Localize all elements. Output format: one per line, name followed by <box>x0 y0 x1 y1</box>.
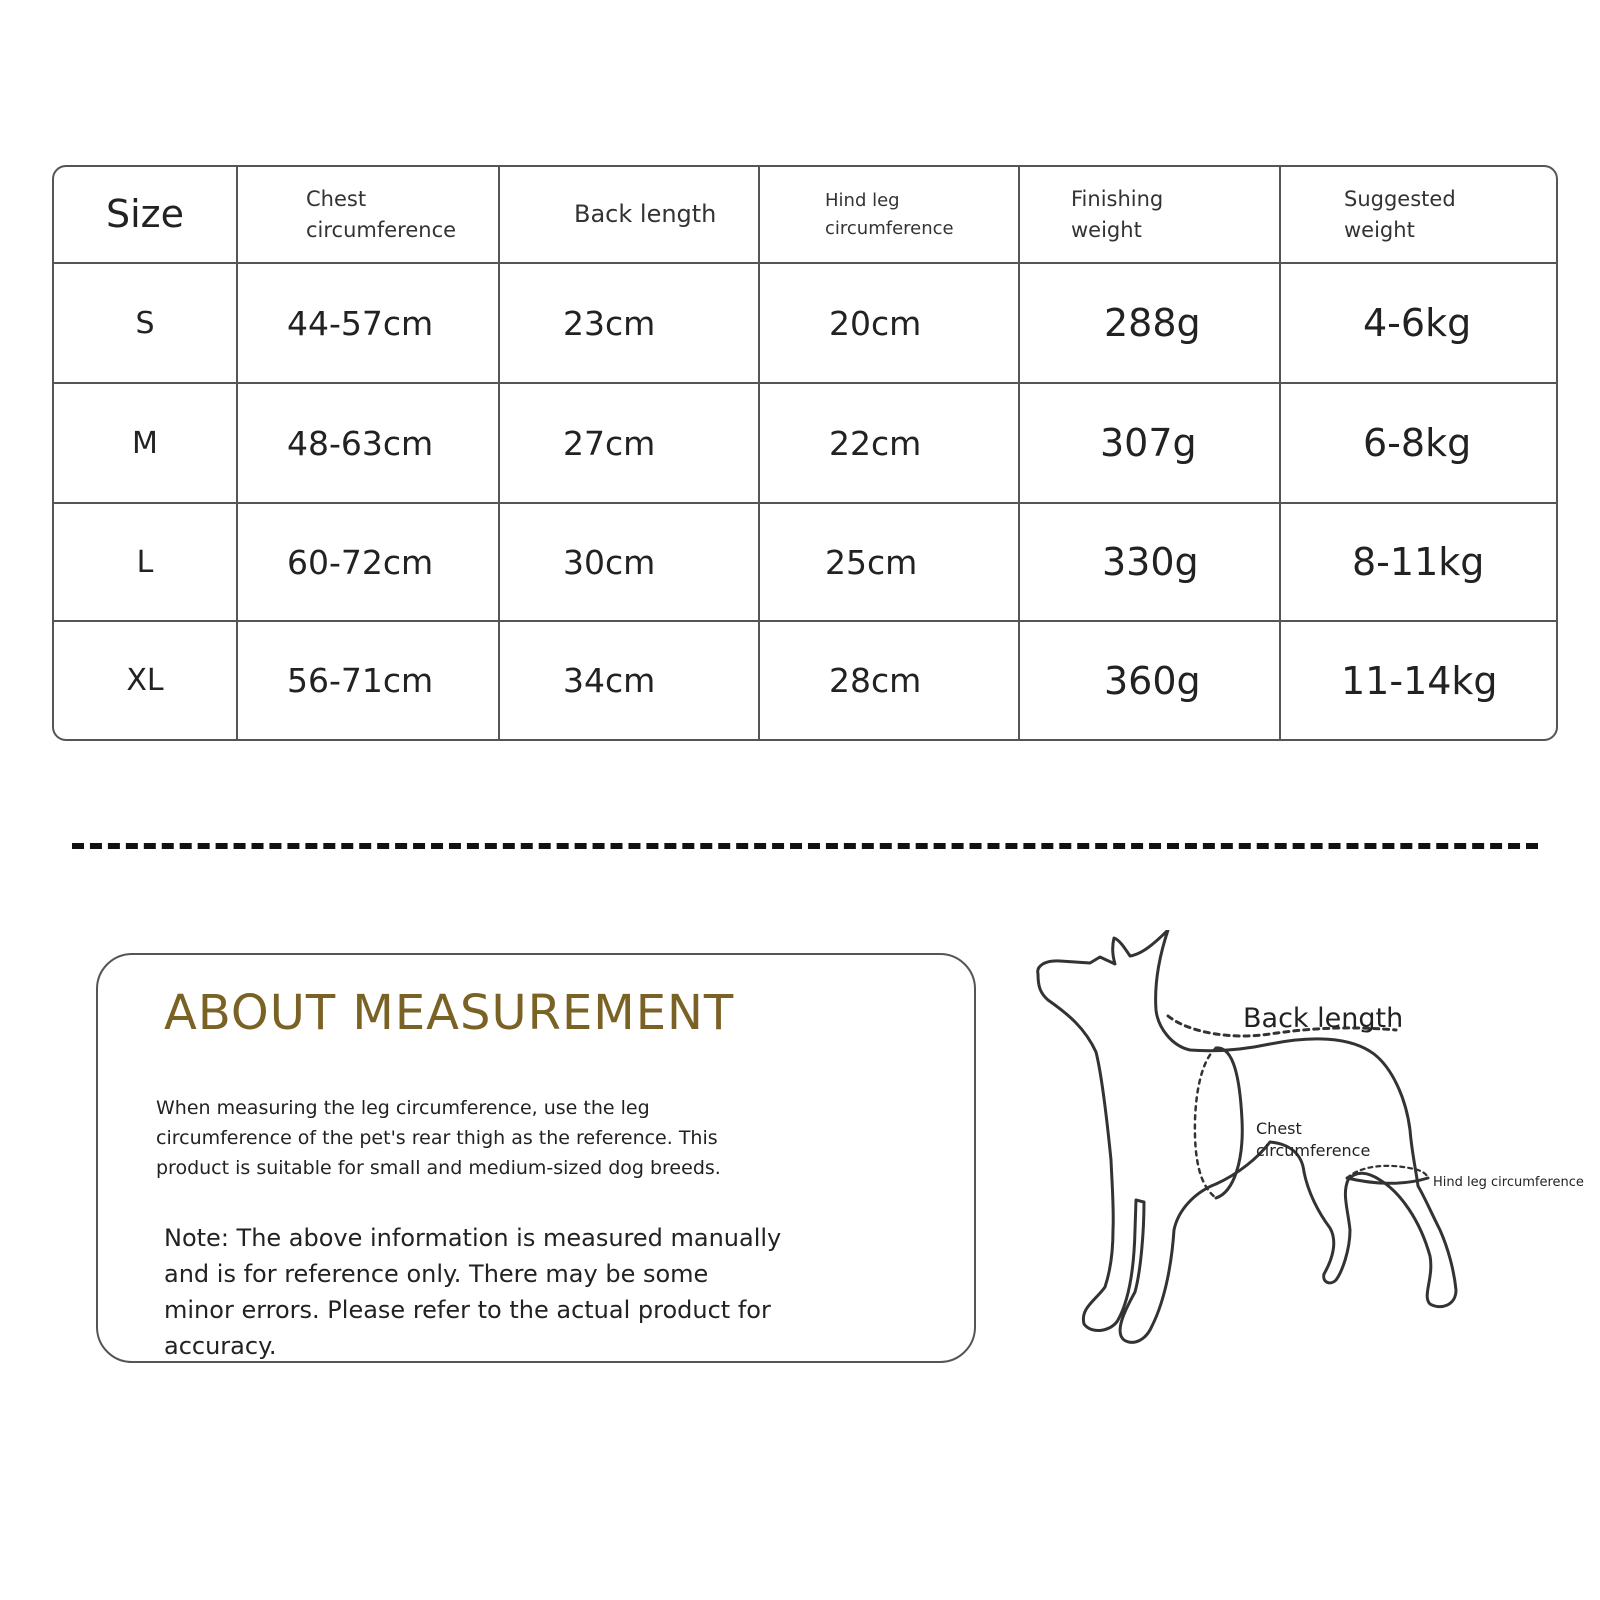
about-measurement-title: ABOUT MEASUREMENT <box>164 985 735 1041</box>
hind-leg-cell: 25cm <box>760 504 1020 622</box>
about-measurement-box <box>96 953 976 1363</box>
header-back-length: Back length <box>500 167 760 264</box>
measurement-instructions: When measuring the leg circumference, use the leg circumference of the pet's rear thigh as the reference. This product is suitable for small and medium-sized dog breeds. <box>156 1097 721 1179</box>
suggested-weight-cell: 4-6kg <box>1281 264 1556 384</box>
suggested-weight-cell: 11-14kg <box>1341 658 1498 703</box>
size-chart-table <box>52 165 1558 741</box>
chest-cell: 60-72cm <box>238 504 500 622</box>
suggested-weight-cell: 6-8kg <box>1281 384 1556 504</box>
row-size-cell: L <box>54 504 238 622</box>
finishing-weight-cell: 360g <box>1020 622 1281 739</box>
chest-strap-dashed <box>1195 1048 1216 1198</box>
header-hind-leg-circumference: Hind leg circumference <box>760 167 1020 264</box>
hind-leg-cell: 28cm <box>760 622 1020 739</box>
measurement-note: Note: The above information is measured manually and is for reference only. There may be some minor errors. Please refer to the actual product for accuracy. <box>164 1224 782 1360</box>
row-size-cell: M <box>54 384 238 504</box>
back-length-cell: 23cm <box>500 264 760 384</box>
chest-cell: 48-63cm <box>238 384 500 504</box>
header-suggested-weight: Suggested weight <box>1281 167 1556 264</box>
dashed-divider <box>72 843 1538 849</box>
suggested-weight-cell: 8-11kg <box>1281 504 1556 622</box>
finishing-weight-cell: 288g <box>1020 264 1281 384</box>
back-length-label: Back length <box>1243 1003 1404 1034</box>
chest-cell: 56-71cm <box>238 622 500 739</box>
header-finishing-weight: Finishing weight <box>1020 167 1281 264</box>
chest-circumference-label: Chest circumference <box>1256 1119 1371 1160</box>
header-chest-circumference: Chest circumference <box>238 167 500 264</box>
row-size-cell: XL <box>54 622 238 739</box>
row-size-cell: S <box>54 264 238 384</box>
hind-leg-cell: 20cm <box>760 264 1020 384</box>
hind-leg-circumference-label: Hind leg circumference <box>1433 1175 1584 1190</box>
chest-cell: 44-57cm <box>238 264 500 384</box>
header-size: Size <box>54 167 238 264</box>
hind-leg-cell: 22cm <box>760 384 1020 504</box>
finishing-weight-cell: 307g <box>1020 384 1281 504</box>
dog-outline-path <box>1038 930 1456 1342</box>
finishing-weight-cell: 330g <box>1020 504 1281 622</box>
back-length-cell: 34cm <box>500 622 760 739</box>
back-length-cell: 27cm <box>500 384 760 504</box>
back-length-cell: 30cm <box>500 504 760 622</box>
